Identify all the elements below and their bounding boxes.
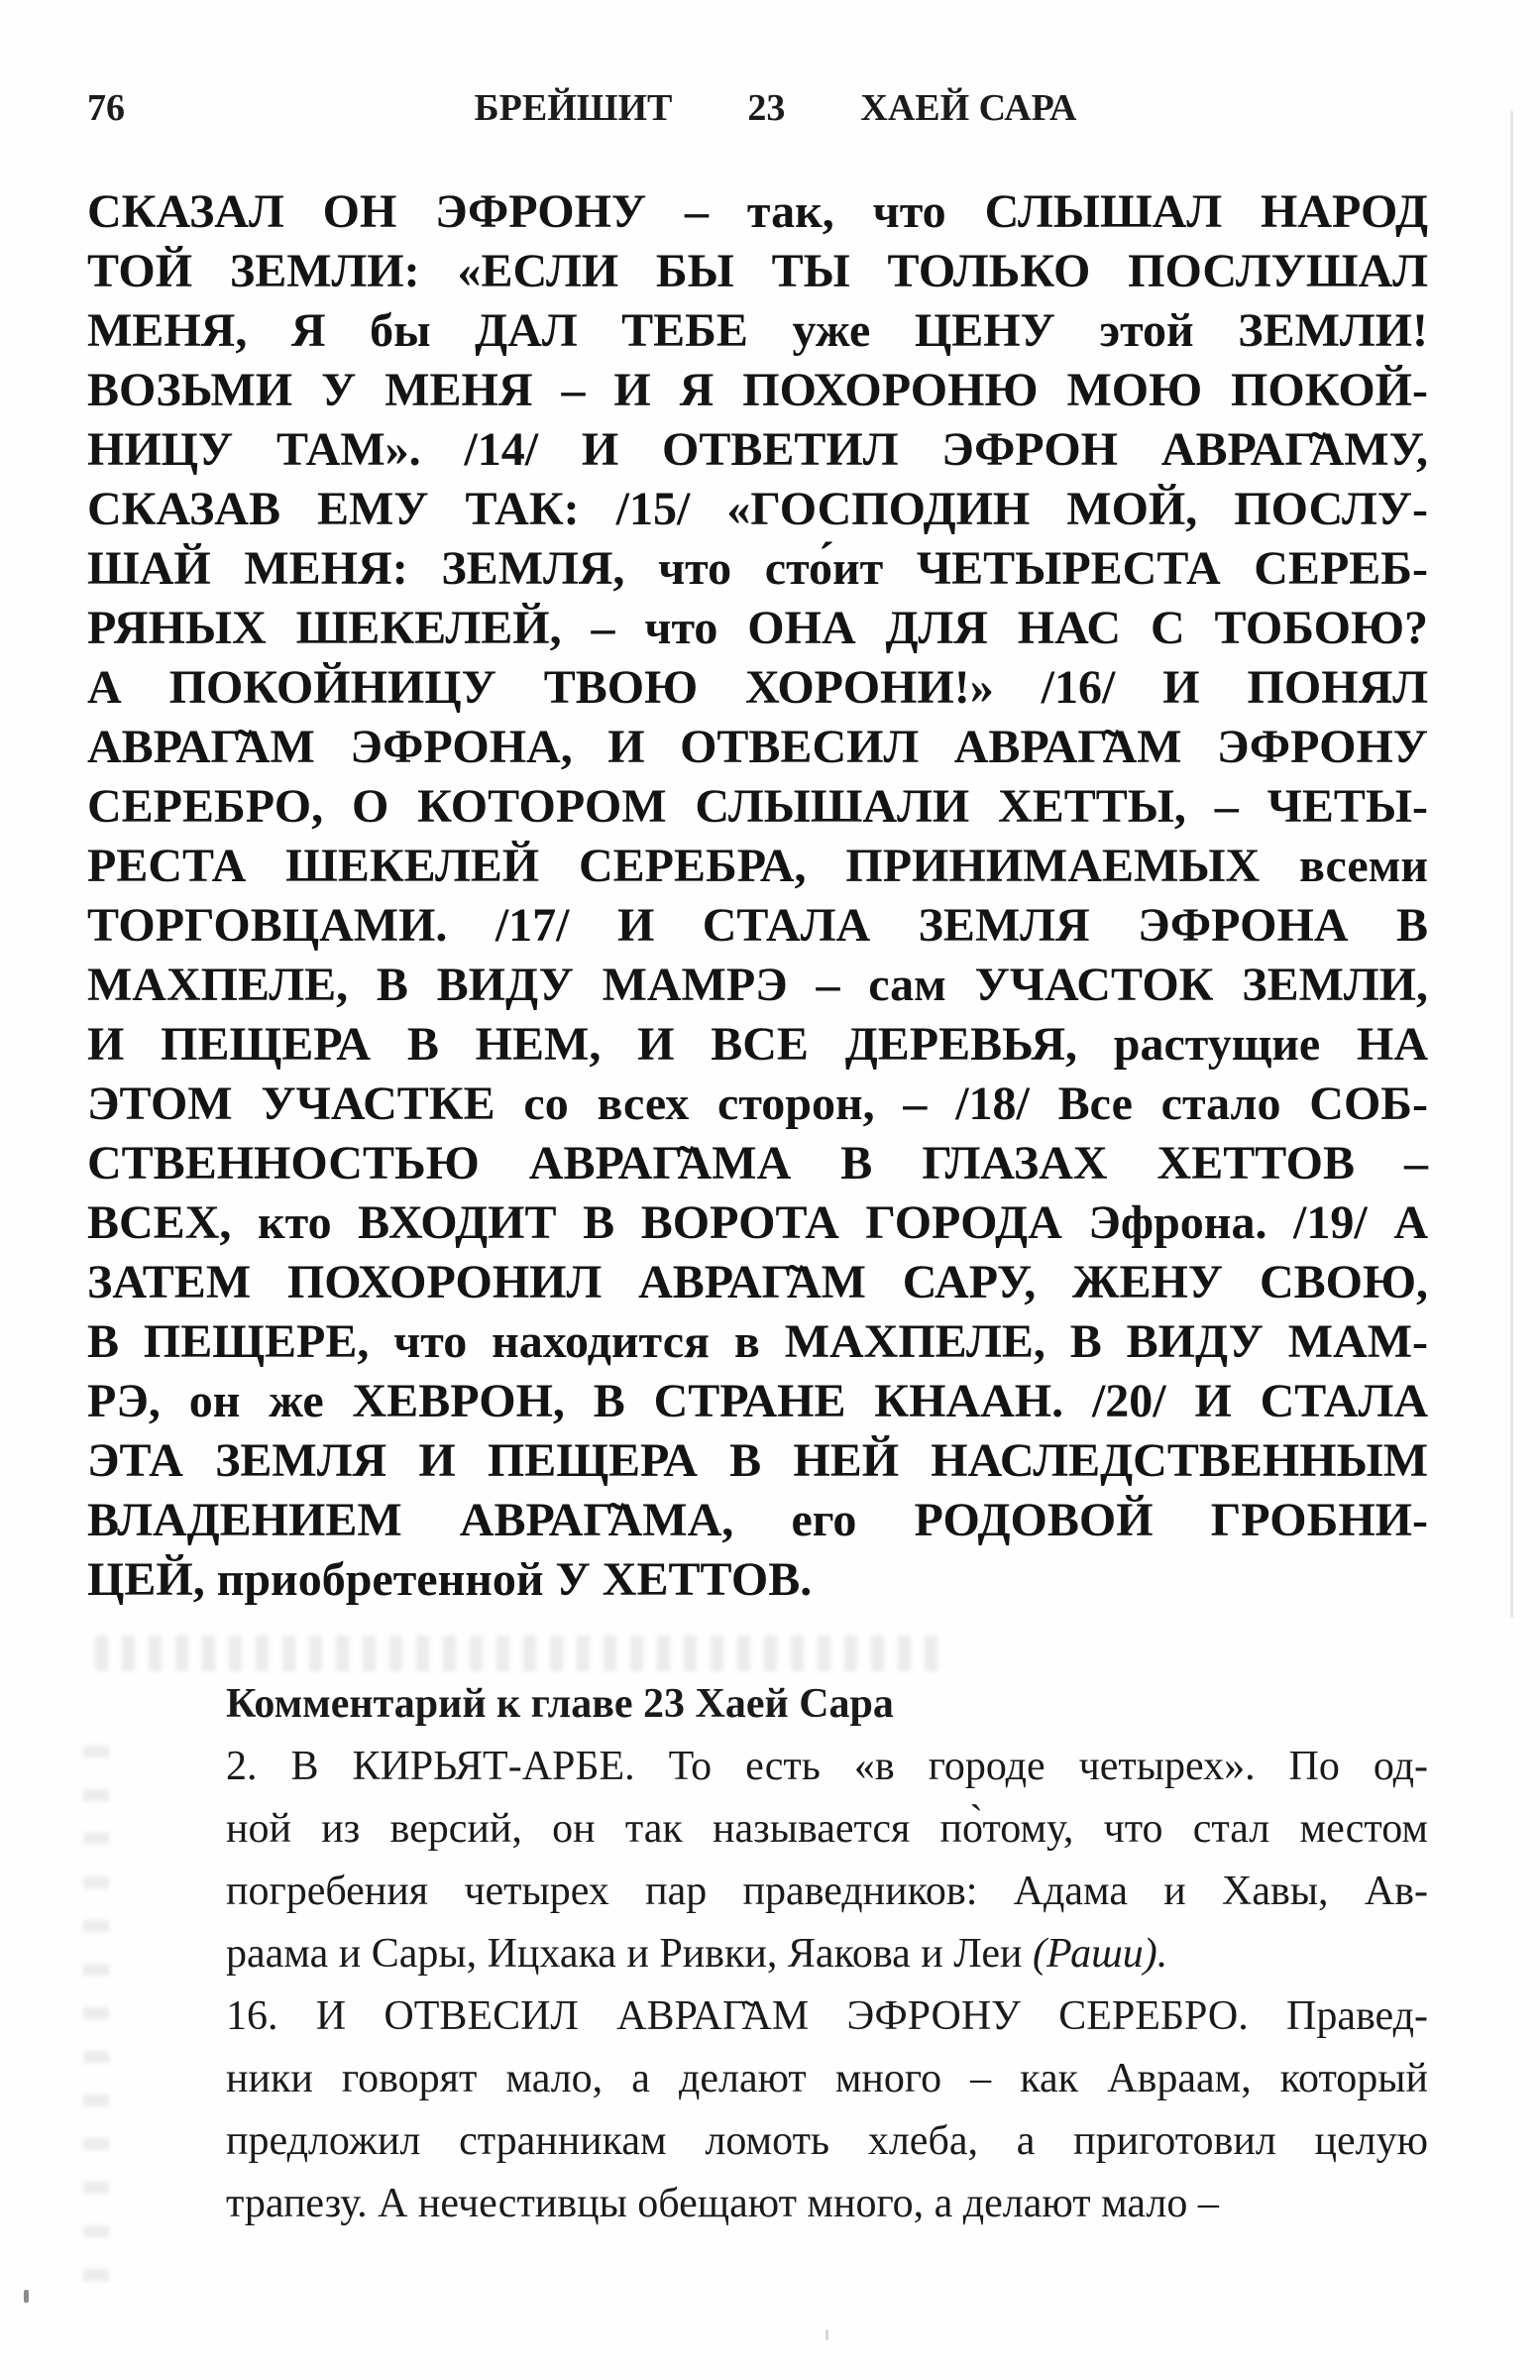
torah-text-line: РЭ, он же ХЕВРОН, В СТРАНЕ КНААН. /20/ И СТАЛА	[87, 1375, 1428, 1427]
book-title: БРЕЙШИТ	[474, 87, 673, 129]
torah-text-line: ВСЕХ, кто ВХОДИТ В ВОРОТА ГОРОДА Эфрона. /19/ А	[87, 1196, 1428, 1249]
commentary-line-last	[226, 1923, 1428, 1985]
torah-text-line: ВЛАДЕНИЕМ АВРАГ̃АМА, его РОДОВОЙ ГРОБНИ-	[87, 1494, 1428, 1546]
torah-text-line: ЭТОМ УЧАСТКЕ со всех сторон, – /18/ Все стало СОБ-	[87, 1077, 1428, 1130]
torah-text-line: СКАЗАВ ЕМУ ТАК: /15/ «ГОСПОДИН МОЙ, ПОСЛУ-	[87, 483, 1428, 535]
torah-text-line: РЕСТА ШЕКЕЛЕЙ СЕРЕБРА, ПРИНИМАЕМЫХ всеми	[87, 840, 1428, 892]
commentary-line: ники говорят мало, а делают много – как Авраам, который	[226, 2056, 1428, 2101]
torah-text-line: И ПЕЩЕРА В НЕМ, И ВСЕ ДЕРЕВЬЯ, растущие НА	[87, 1018, 1428, 1071]
torah-text-line-last: ЦЕЙ, приобретенной У ХЕТТОВ.	[87, 1553, 813, 1606]
ink-speck-artifact	[825, 2329, 828, 2340]
torah-text-line: ТОРГОВЦАМИ. /17/ И СТАЛА ЗЕМЛЯ ЭФРОНА В	[87, 899, 1428, 952]
commentary-line: 16. И ОТВЕСИЛ АВРАГ̃АМ ЭФРОНУ СЕРЕБРО. Правед-	[226, 1993, 1428, 2039]
bleed-through-artifact	[83, 1741, 109, 2281]
torah-text-line: РЯНЫХ ШЕКЕЛЕЙ, – что ОНА ДЛЯ НАС С ТОБОЮ?	[87, 602, 1428, 654]
torah-text-block	[87, 182, 1428, 1610]
torah-text-line: В ПЕЩЕРЕ, что находится в МАХПЕЛЕ, В ВИДУ МАМ-	[87, 1315, 1428, 1368]
torah-text-line: ЭТА ЗЕМЛЯ И ПЕЩЕРА В НЕЙ НАСЛЕДСТВЕННЫМ	[87, 1434, 1428, 1487]
commentary-line: ной из версий, он так называется по̀тому, что стал местом	[226, 1806, 1428, 1852]
commentary-heading: Комментарий к главе 23 Хаей Сара	[226, 1681, 894, 1727]
bleed-through-artifact	[95, 1636, 947, 1671]
torah-text-line: СКАЗАЛ ОН ЭФРОНУ – так, что СЛЫШАЛ НАРОД	[87, 185, 1428, 238]
commentary-line-last: трапезу. А нечестивцы обещают много, а делают мало –	[226, 2181, 1219, 2226]
commentary-source-reference: (Раши).	[1033, 1931, 1168, 1977]
parsha-title: ХАЕЙ САРА	[860, 87, 1077, 129]
commentary-line-text: раама и Сары, Ицхака и Ривки, Яакова и Леи	[226, 1931, 1034, 1977]
scan-edge-artifact	[1510, 111, 1513, 1618]
torah-text-line: А ПОКОЙНИЦУ ТВОЮ ХОРОНИ!» /16/ И ПОНЯЛ	[87, 661, 1428, 714]
ink-speck-artifact	[24, 2290, 29, 2303]
torah-text-line: ШАЙ МЕНЯ: ЗЕМЛЯ, что сто́ит ЧЕТЫРЕСТА СЕРЕБ-	[87, 542, 1428, 595]
commentary-line: погребения четырех пар праведников: Адама и Хавы, Ав-	[226, 1869, 1428, 1914]
torah-text-line: ВОЗЬМИ У МЕНЯ – И Я ПОХОРОНЮ МОЮ ПОКОЙ-	[87, 364, 1428, 416]
torah-text-line: СЕРЕБРО, О КОТОРОМ СЛЫШАЛИ ХЕТТЫ, – ЧЕТЫ-	[87, 780, 1428, 833]
page-number: 76	[87, 87, 125, 129]
commentary-line: предложил странникам ломоть хлеба, а приготовил целую	[226, 2118, 1428, 2164]
commentary-block	[226, 1673, 1428, 2235]
torah-text-line: ЗАТЕМ ПОХОРОНИЛ АВРАГ̃АМ САРУ, ЖЕНУ СВОЮ,	[87, 1256, 1428, 1308]
torah-text-line: МАХПЕЛЕ, В ВИДУ МАМРЭ – сам УЧАСТОК ЗЕМЛИ,	[87, 959, 1428, 1011]
torah-text-line: СТВЕННОСТЬЮ АВРАГ̃АМА В ГЛАЗАХ ХЕТТОВ –	[87, 1137, 1428, 1190]
torah-text-line: МЕНЯ, Я бы ДАЛ ТЕБЕ уже ЦЕНУ этой ЗЕМЛИ!	[87, 304, 1428, 357]
torah-text-line: АВРАГ̃АМ ЭФРОНА, И ОТВЕСИЛ АВРАГ̃АМ ЭФРОНУ	[87, 721, 1428, 773]
chapter-number: 23	[747, 87, 786, 129]
chapter-header	[105, 85, 1446, 131]
running-head	[87, 85, 1428, 131]
commentary-line: 2. В КИРЬЯТ-АРБЕ. То есть «в городе четырех». По од-	[226, 1744, 1428, 1789]
torah-text-line: НИЦУ ТАМ». /14/ И ОТВЕТИЛ ЭФРОН АВРАГ̃АМУ,	[87, 423, 1428, 476]
torah-text-line: ТОЙ ЗЕМЛИ: «ЕСЛИ БЫ ТЫ ТОЛЬКО ПОСЛУШАЛ	[87, 245, 1428, 297]
